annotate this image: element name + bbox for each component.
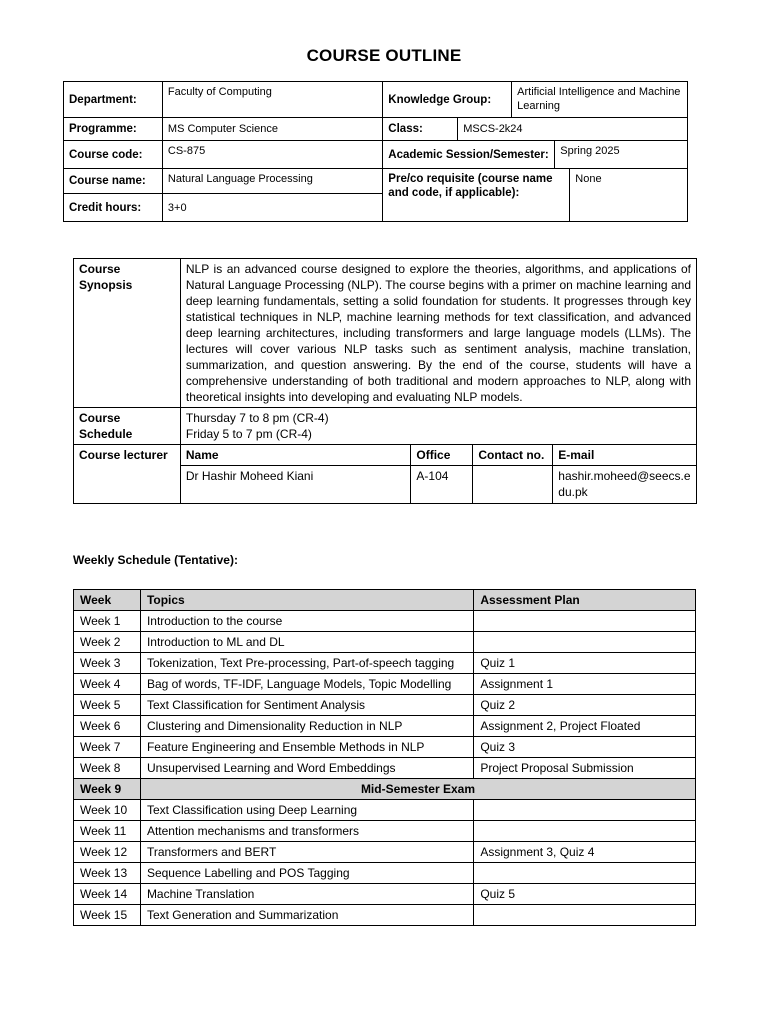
- week-cell: Week 3: [74, 653, 141, 674]
- table-row: [74, 653, 696, 674]
- topic-cell: Text Classification for Sentiment Analysis: [140, 695, 473, 716]
- table-row: [74, 737, 696, 758]
- assessment-cell: Assignment 2, Project Floated: [474, 716, 696, 737]
- knowledge-group-value: Artificial Intelligence and Machine Learning: [512, 82, 688, 118]
- lecturer-col-email: E-mail: [553, 445, 697, 466]
- assessment-cell: Quiz 5: [474, 884, 696, 905]
- table-row: [74, 821, 696, 842]
- table-row: [74, 632, 696, 653]
- topic-cell: Text Classification using Deep Learning: [140, 800, 473, 821]
- topic-cell: Attention mechanisms and transformers: [140, 821, 473, 842]
- table-row: [74, 716, 696, 737]
- assessment-cell: [474, 821, 696, 842]
- lecturer-email[interactable]: hashir.moheed@seecs.edu.pk: [553, 466, 697, 504]
- programme-label: Programme:: [64, 118, 163, 141]
- department-value: Faculty of Computing: [162, 82, 382, 118]
- assessment-cell: Quiz 3: [474, 737, 696, 758]
- topic-cell: Feature Engineering and Ensemble Methods in NLP: [140, 737, 473, 758]
- lecturer-contact: [473, 466, 553, 504]
- mid-week-cell: Week 9: [74, 779, 141, 800]
- topic-cell: Clustering and Dimensionality Reduction in NLP: [140, 716, 473, 737]
- prereq-cell: [383, 169, 688, 222]
- session-value: Spring 2025: [554, 141, 687, 168]
- week-cell: Week 2: [74, 632, 141, 653]
- topic-cell: Bag of words, TF-IDF, Language Models, Topic Modelling: [140, 674, 473, 695]
- assessment-cell: [474, 905, 696, 926]
- schedule-times: [180, 408, 696, 445]
- topic-cell: Transformers and BERT: [140, 842, 473, 863]
- table-row: [74, 863, 696, 884]
- week-cell: Week 12: [74, 842, 141, 863]
- class-label: Class:: [383, 118, 458, 141]
- topic-cell: Sequence Labelling and POS Tagging: [140, 863, 473, 884]
- knowledge-group-label: Knowledge Group:: [383, 82, 512, 118]
- session-cell: [383, 141, 688, 169]
- week-cell: Week 11: [74, 821, 141, 842]
- session-label: Academic Session/Semester:: [388, 149, 549, 161]
- assessment-cell: Quiz 1: [474, 653, 696, 674]
- table-row: [74, 611, 696, 632]
- course-code-label: Course code:: [64, 141, 163, 169]
- programme-value: MS Computer Science: [162, 118, 382, 141]
- table-row: [74, 674, 696, 695]
- table-row: [74, 800, 696, 821]
- topic-cell: Text Generation and Summarization: [140, 905, 473, 926]
- week-cell: Week 6: [74, 716, 141, 737]
- class-value: MSCS-2k24: [458, 118, 688, 141]
- week-cell: Week 8: [74, 758, 141, 779]
- week-cell: Week 1: [74, 611, 141, 632]
- topic-cell: Introduction to the course: [140, 611, 473, 632]
- topic-cell: Introduction to ML and DL: [140, 632, 473, 653]
- course-code-value: CS-875: [162, 141, 382, 169]
- table-row: [74, 758, 696, 779]
- course-name-label: Course name:: [64, 169, 163, 194]
- header-assessment: Assessment Plan: [474, 590, 696, 611]
- schedule-header-row: [74, 590, 696, 611]
- assessment-cell: Project Proposal Submission: [474, 758, 696, 779]
- course-synopsis-table: [73, 258, 697, 504]
- prereq-label: Pre/co requisite (course name and code, if applicable):: [388, 173, 553, 199]
- synopsis-text: NLP is an advanced course designed to explore the theories, algorithms, and applications of Natural Language Processing (NLP). The course begins with a primer on machine learning and deep learning fundamentals, setting a solid foundation for students. It progresses through key statistical techniques in NLP, machine learning methods for text classification, and advanced deep learning architectures, including transformers and large language models (LLMs). The lectures will cover various NLP tasks such as sentiment analysis, machine translation, summarization, and question answering. By the end of the course, students will have a comprehensive understanding of both traditional and modern approaches to NLP, along with theoretical insights into developing and evaluating NLP models.: [180, 259, 696, 408]
- assessment-cell: [474, 611, 696, 632]
- credit-hours-value: 3+0: [162, 194, 382, 222]
- weekly-schedule-table: [73, 589, 696, 926]
- table-row: [74, 884, 696, 905]
- table-row: [74, 695, 696, 716]
- mid-semester-exam: Mid-Semester Exam: [140, 779, 695, 800]
- course-info-table: [63, 81, 688, 222]
- lecturer-col-contact: Contact no.: [473, 445, 553, 466]
- prereq-value: None: [569, 169, 687, 221]
- header-topics: Topics: [140, 590, 473, 611]
- week-cell: Week 14: [74, 884, 141, 905]
- lecturer-name: Dr Hashir Moheed Kiani: [180, 466, 411, 504]
- assessment-cell: [474, 632, 696, 653]
- assessment-cell: [474, 800, 696, 821]
- assessment-cell: Assignment 1: [474, 674, 696, 695]
- synopsis-label: Course Synopsis: [74, 259, 181, 408]
- topic-cell: Tokenization, Text Pre-processing, Part-of-speech tagging: [140, 653, 473, 674]
- table-row: [74, 905, 696, 926]
- week-cell: Week 5: [74, 695, 141, 716]
- week-cell: Week 15: [74, 905, 141, 926]
- page-title: COURSE OUTLINE: [306, 46, 462, 65]
- topic-cell: Machine Translation: [140, 884, 473, 905]
- department-label: Department:: [64, 82, 163, 118]
- credit-hours-label: Credit hours:: [64, 194, 163, 222]
- lecturer-label: Course lecturer: [74, 445, 181, 504]
- weekly-schedule-heading: Weekly Schedule (Tentative):: [73, 553, 238, 567]
- schedule-line-1: Thursday 7 to 8 pm (CR-4): [185, 411, 329, 425]
- week-cell: Week 4: [74, 674, 141, 695]
- week-cell: Week 13: [74, 863, 141, 884]
- course-name-value: Natural Language Processing: [162, 169, 382, 194]
- schedule-line-2: Friday 5 to 7 pm (CR-4): [185, 427, 312, 441]
- mid-semester-row: [74, 779, 696, 800]
- week-cell: Week 10: [74, 800, 141, 821]
- header-week: Week: [74, 590, 141, 611]
- assessment-cell: Quiz 2: [474, 695, 696, 716]
- lecturer-col-office: Office: [411, 445, 473, 466]
- assessment-cell: Assignment 3, Quiz 4: [474, 842, 696, 863]
- table-row: [74, 842, 696, 863]
- lecturer-col-name: Name: [180, 445, 411, 466]
- schedule-label: Course Schedule: [74, 408, 181, 445]
- topic-cell: Unsupervised Learning and Word Embeddings: [140, 758, 473, 779]
- assessment-cell: [474, 863, 696, 884]
- lecturer-office: A-104: [411, 466, 473, 504]
- week-cell: Week 7: [74, 737, 141, 758]
